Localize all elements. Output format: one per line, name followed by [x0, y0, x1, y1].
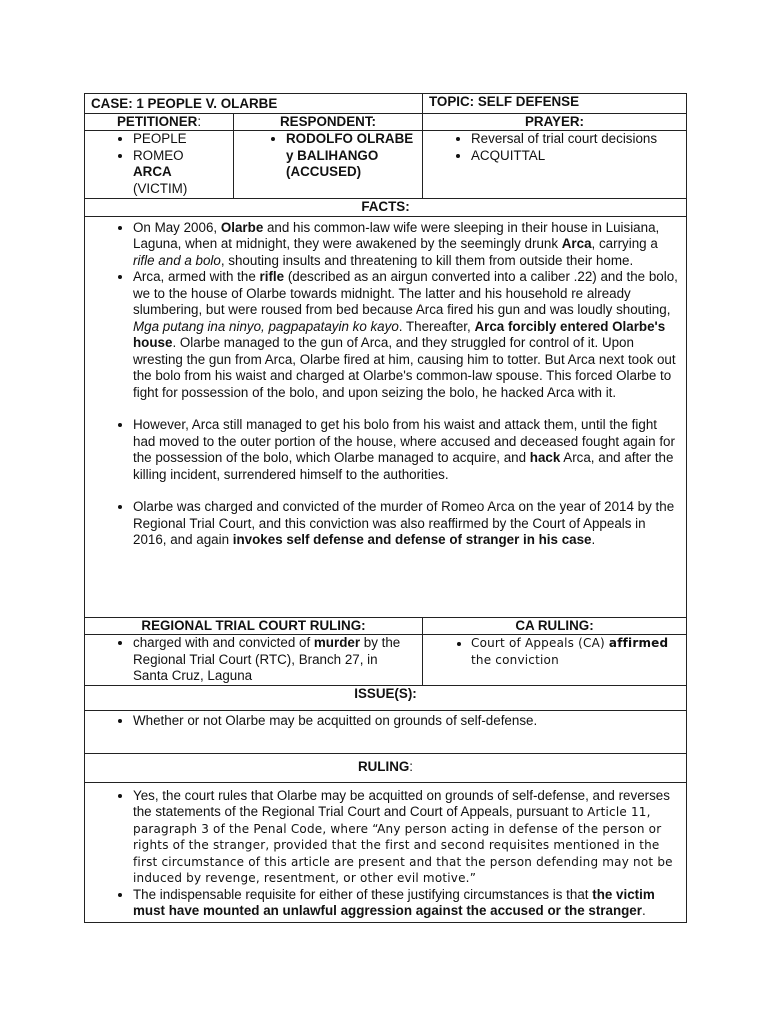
respondent-heading: RESPONDENT: [234, 113, 423, 131]
rulings-header-row [85, 617, 687, 635]
list-item: • ROMEO ARCA (VICTIM) [133, 148, 227, 198]
facts-list [85, 220, 686, 402]
respondent-list [234, 131, 422, 181]
list-item: • On May 2006, Olarbe and his common-law wife were sleeping in their house in Luisiana, Laguna, when at midnight, they were awakened by the seemingly drunk Arca, carrying a rifle and a bolo, shouting insults and threatening to kill them from outside their home. [133, 220, 680, 270]
list-item: • However, Arca still managed to get his bolo from his waist and attack them, until the fight had moved to the outer portion of the house, where accused and deceased fought again for the possession of the bolo, which Olarbe managed to acquire, and hack Arca, and after the killing incident, surrendered himself to the authorities. [133, 417, 680, 483]
petitioner-cell [85, 131, 234, 199]
ruling-heading: RULING: [85, 753, 687, 782]
parties-header-row [85, 113, 687, 131]
prayer-list [423, 131, 686, 164]
respondent-cell [234, 131, 423, 199]
issues-header-row [85, 685, 687, 710]
list-item: • The indispensable requisite for either of these justifying circumstances is that the victim must have mounted an unlawful aggression against the accused or the stranger. [133, 887, 680, 920]
topic-title: TOPIC: SELF DEFENSE [423, 94, 687, 114]
ca-ruling-heading: CA RULING: [423, 617, 687, 635]
issues-row [85, 710, 687, 753]
case-digest-table [84, 93, 687, 923]
ca-ruling-cell [423, 635, 687, 686]
list-item: • ACQUITTAL [471, 148, 680, 165]
case-title: CASE: 1 PEOPLE V. OLARBE [85, 94, 423, 114]
list-item: • RODOLFO OLRABE y BALIHANGO (ACCUSED) [286, 131, 416, 181]
list-item: • Olarbe was charged and convicted of the murder of Romeo Arca on the year of 2014 by the Regional Trial Court, and this conviction was also reaffirmed by the Court of Appeals in 2016, and again invokes self defense and defense of stranger in his case. [133, 499, 680, 549]
rtc-ruling-list [85, 635, 422, 685]
issues-cell [85, 710, 687, 753]
list-item: • Court of Appeals (CA) affirmed the conviction [471, 635, 680, 668]
rtc-ruling-heading: REGIONAL TRIAL COURT RULING: [85, 617, 423, 635]
list-item: • Reversal of trial court decisions [471, 131, 680, 148]
facts-cell [85, 216, 687, 617]
facts-header-row [85, 199, 687, 217]
case-header-row [85, 94, 687, 114]
facts-list-final [85, 499, 686, 549]
list-item: • Yes, the court rules that Olarbe may be acquitted on grounds of self-defense, and reverses the statements of the Regional Trial Court and Court of Appeals, pursuant to Article 11, paragraph 3 of the Penal Code, where “Any person acting in defense of the person or rights of the stranger, provided that the first and second requisites mentioned in the first circumstance of this article are present and that the person defending may not be induced by revenge, resentment, or other evil motive.” [133, 788, 680, 887]
rulings-row [85, 635, 687, 686]
ruling-header-row [85, 753, 687, 782]
issues-list [85, 713, 686, 730]
list-item: • PEOPLE [133, 131, 227, 148]
rtc-ruling-cell [85, 635, 423, 686]
facts-list-continued [85, 417, 686, 483]
list-item: • Whether or not Olarbe may be acquitted on grounds of self-defense. [133, 713, 680, 730]
ruling-list [85, 788, 686, 920]
prayer-heading: PRAYER: [423, 113, 687, 131]
parties-row [85, 131, 687, 199]
ruling-cell [85, 782, 687, 922]
facts-heading: FACTS: [85, 199, 687, 217]
facts-row [85, 216, 687, 617]
list-item: • Arca, armed with the rifle (described as an airgun converted into a caliber .22) and the bolo, we to the house of Olarbe towards midnight. The latter and his household re already slumbering, but were roused from bed because Arca fired his gun and was loudly shouting, Mga putang ina ninyo, pagpapatayin ko kayo. Thereafter, Arca forcibly entered Olarbe's house. Olarbe managed to the gun of Arca, and they struggled for control of it. Upon wresting the gun from Arca, Olarbe fired at him, causing him to totter. But Arca next took out the bolo from his waist and charged at Olarbe's common-law spouse. This forced Olarbe to fight for possession of the bolo, and upon seizing the bolo, he hacked Arca with it. [133, 269, 680, 401]
ca-ruling-list [423, 635, 686, 668]
petitioner-list [85, 131, 233, 197]
petitioner-heading: PETITIONER: [85, 113, 234, 131]
issues-heading: ISSUE(S): [85, 685, 687, 710]
ruling-row [85, 782, 687, 922]
list-item: • charged with and convicted of murder by the Regional Trial Court (RTC), Branch 27, in Santa Cruz, Laguna [133, 635, 416, 685]
prayer-cell [423, 131, 687, 199]
